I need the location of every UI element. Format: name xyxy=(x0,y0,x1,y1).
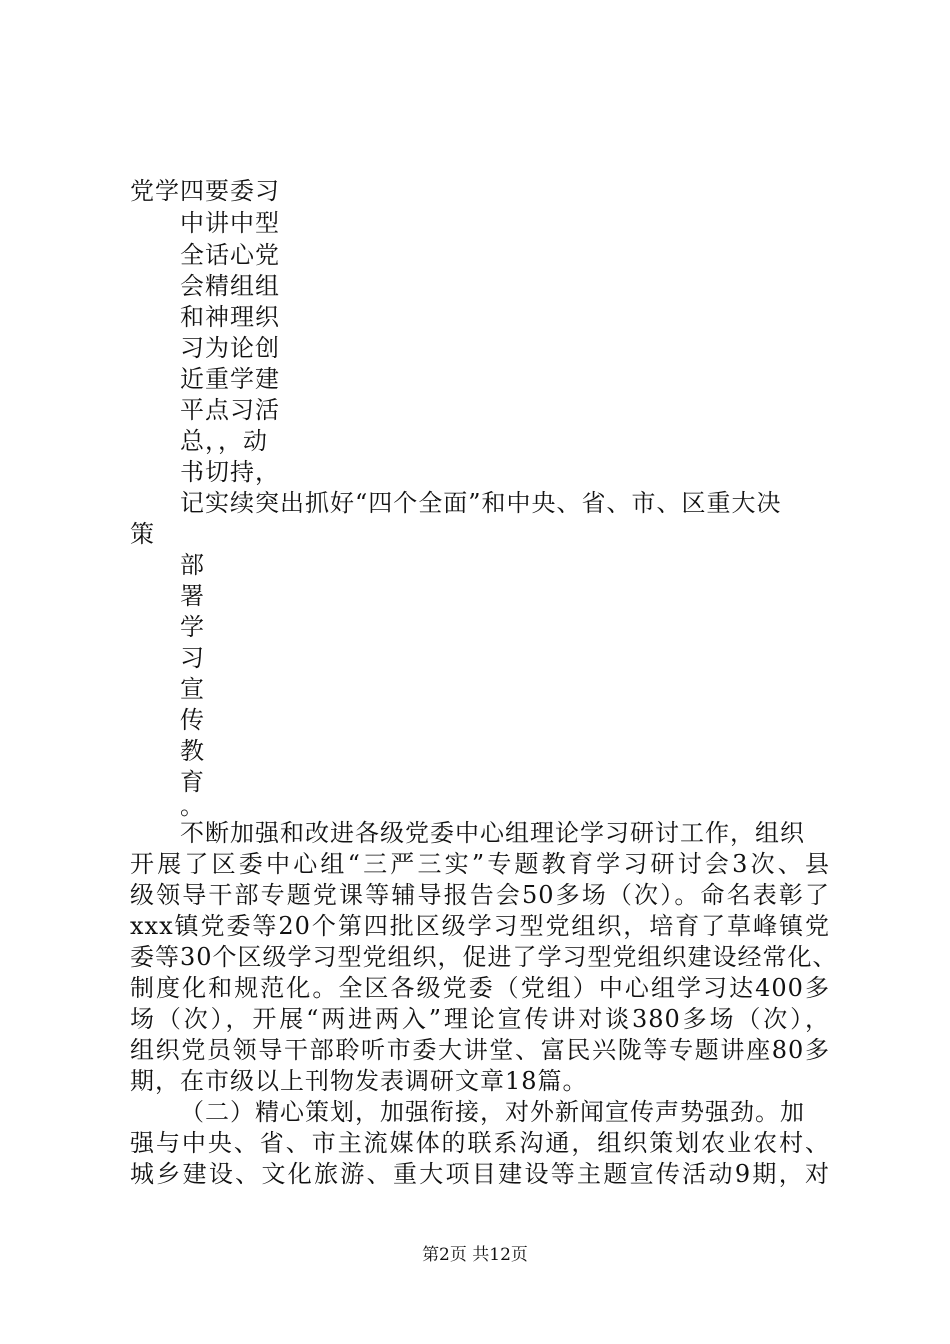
text-line: 学 xyxy=(180,613,205,641)
text-line: 署 xyxy=(180,582,205,610)
text-line: 场（次），开展“两进两入”理论宣传讲对谈380多场（次）， xyxy=(130,1005,830,1033)
text-line: 书切持， xyxy=(180,458,280,486)
text-line: 期，在市级以上刊物发表调研文章18篇。 xyxy=(130,1067,588,1095)
text-line: 会精组组 xyxy=(180,272,280,300)
text-line: （二）精心策划，加强衔接，对外新闻宣传声势强劲。加 xyxy=(180,1098,805,1126)
text-line: 宣 xyxy=(180,675,205,703)
text-line: 习为论创 xyxy=(180,334,280,362)
text-line: 总，，动 xyxy=(180,427,268,455)
text-line: xxx镇党委等20个第四批区级学习型党组织，培育了草峰镇党 xyxy=(130,912,830,940)
text-line: 强与中央、省、市主流媒体的联系沟通，组织策划农业农村、 xyxy=(130,1129,830,1157)
text-line: 全话心党 xyxy=(180,241,280,269)
text-line: 级领导干部专题党课等辅导报告会50多场（次）。命名表彰了 xyxy=(130,881,830,909)
page-number-footer: 第2页 共12页 xyxy=(422,1245,528,1265)
text-line: 组织党员领导干部聆听市委大讲堂、富民兴陇等专题讲座80多 xyxy=(130,1036,830,1064)
text-line: 党学四要委习 xyxy=(130,177,280,205)
text-line: 部 xyxy=(180,551,205,579)
text-line: 中讲中型 xyxy=(180,209,280,237)
text-line: 委等30个区级学习型党组织，促进了学习型党组织建设经常化、 xyxy=(130,943,838,971)
text-line: 习 xyxy=(180,644,205,672)
text-line: 育 xyxy=(180,768,205,796)
text-line: 城乡建设、文化旅游、重大项目建设等主题宣传活动9期，对 xyxy=(130,1160,830,1188)
text-line: 近重学建 xyxy=(180,365,280,393)
text-line: 制度化和规范化。全区各级党委（党组）中心组学习达400多 xyxy=(130,974,830,1002)
text-line: 和神理织 xyxy=(180,303,280,331)
text-line: 传 xyxy=(180,706,205,734)
text-line: 记实续突出抓好“四个全面”和中央、省、市、区重大决 xyxy=(180,489,782,517)
text-line: 开展了区委中心组“三严三实”专题教育学习研讨会3次、县 xyxy=(130,850,830,878)
text-line: 平点习活 xyxy=(180,396,280,424)
text-line: 不断加强和改进各级党委中心组理论学习研讨工作，组织 xyxy=(180,819,805,847)
text-line: 策 xyxy=(130,520,155,548)
text-line: 教 xyxy=(180,737,205,765)
text-line: 。 xyxy=(180,792,205,820)
